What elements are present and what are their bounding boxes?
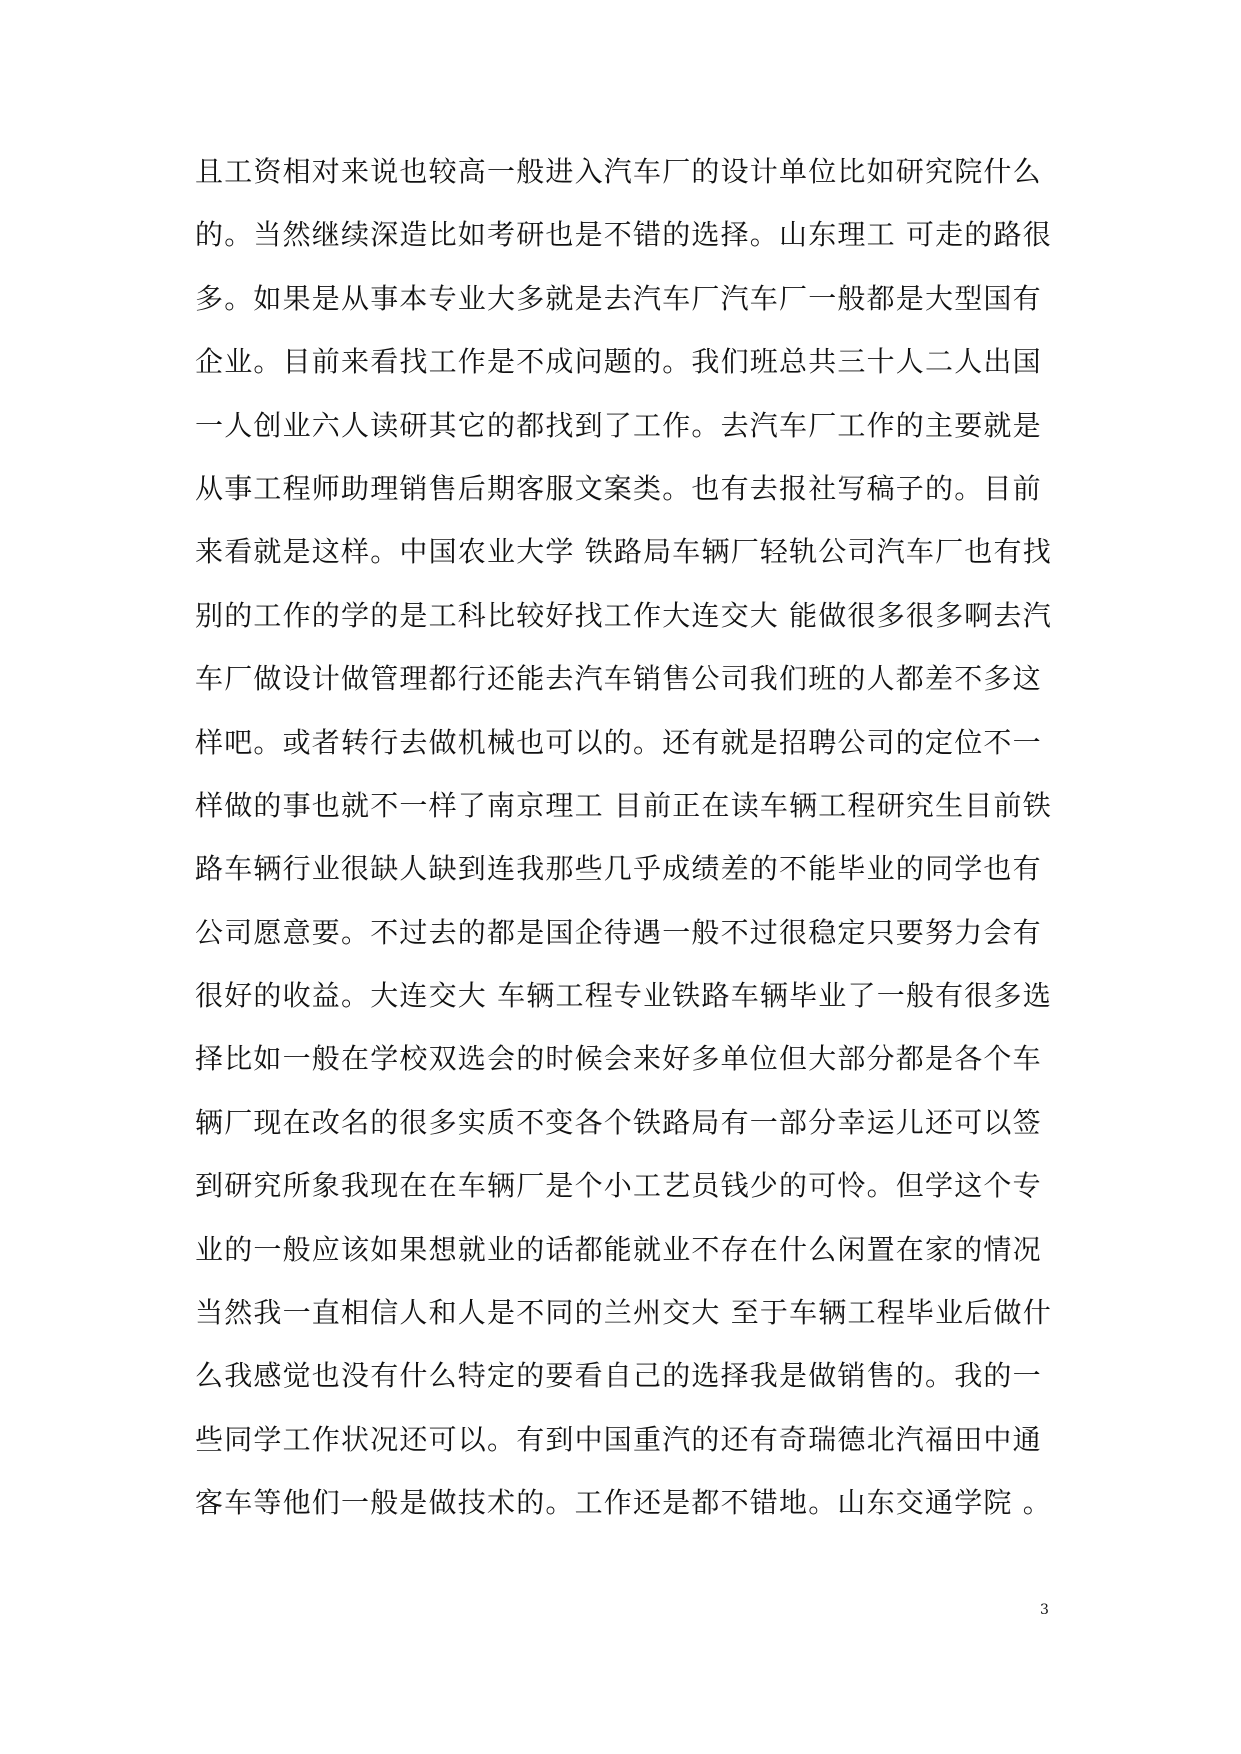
text-line: 些同学工作状况还可以。有到中国重汽的还有奇瑞德北汽福田中通 [195, 1422, 1042, 1456]
text-line: 业的一般应该如果想就业的话都能就业不存在什么闲置在家的情况 [195, 1232, 1042, 1266]
text-line: 从事工程师助理销售后期客服文案类。也有去报社写稿子的。目前 [195, 471, 1042, 505]
text-line: 多。如果是从事本专业大多就是去汽车厂汽车厂一般都是大型国有 [195, 281, 1042, 315]
text-line: 当然我一直相信人和人是不同的兰州交大 至于车辆工程毕业后做什 [195, 1296, 1052, 1330]
text-line: 样吧。或者转行去做机械也可以的。还有就是招聘公司的定位不一 [195, 725, 1042, 759]
text-line: 辆厂现在改名的很多实质不变各个铁路局有一部分幸运儿还可以签 [195, 1105, 1042, 1139]
text-line: 么我感觉也没有什么特定的要看自己的选择我是做销售的。我的一 [195, 1359, 1042, 1393]
body-text [195, 140, 1055, 1535]
text-line: 且工资相对来说也较高一般进入汽车厂的设计单位比如研究院什么 [195, 155, 1042, 188]
text-line: 别的工作的学的是工科比较好找工作大连交大 能做很多很多啊去汽 [195, 598, 1052, 632]
text-line: 来看就是这样。中国农业大学 铁路局车辆厂轻轨公司汽车厂也有找 [195, 535, 1052, 569]
text-line: 一人创业六人读研其它的都找到了工作。去汽车厂工作的主要就是 [195, 408, 1042, 442]
text-line: 客车等他们一般是做技术的。工作还是都不错地。山东交通学院 。 [195, 1486, 1052, 1520]
text-line: 车厂做设计做管理都行还能去汽车销售公司我们班的人都差不多这 [195, 662, 1042, 696]
text-line: 样做的事也就不一样了南京理工 目前正在读车辆工程研究生目前铁 [195, 788, 1052, 822]
text-line: 很好的收益。大连交大 车辆工程专业铁路车辆毕业了一般有很多选 [195, 979, 1052, 1013]
text-line: 路车辆行业很缺人缺到连我那些几乎成绩差的不能毕业的同学也有 [195, 852, 1042, 886]
text-line: 企业。目前来看找工作是不成问题的。我们班总共三十人二人出国 [195, 345, 1042, 379]
text-line: 到研究所象我现在在车辆厂是个小工艺员钱少的可怜。但学这个专 [195, 1169, 1042, 1203]
text-line: 择比如一般在学校双选会的时候会来好多单位但大部分都是各个车 [195, 1042, 1042, 1076]
page-number: 3 [1040, 1602, 1049, 1618]
text-line: 的。当然继续深造比如考研也是不错的选择。山东理工 可走的路很 [195, 218, 1052, 252]
text-line: 公司愿意要。不过去的都是国企待遇一般不过很稳定只要努力会有 [195, 915, 1042, 949]
